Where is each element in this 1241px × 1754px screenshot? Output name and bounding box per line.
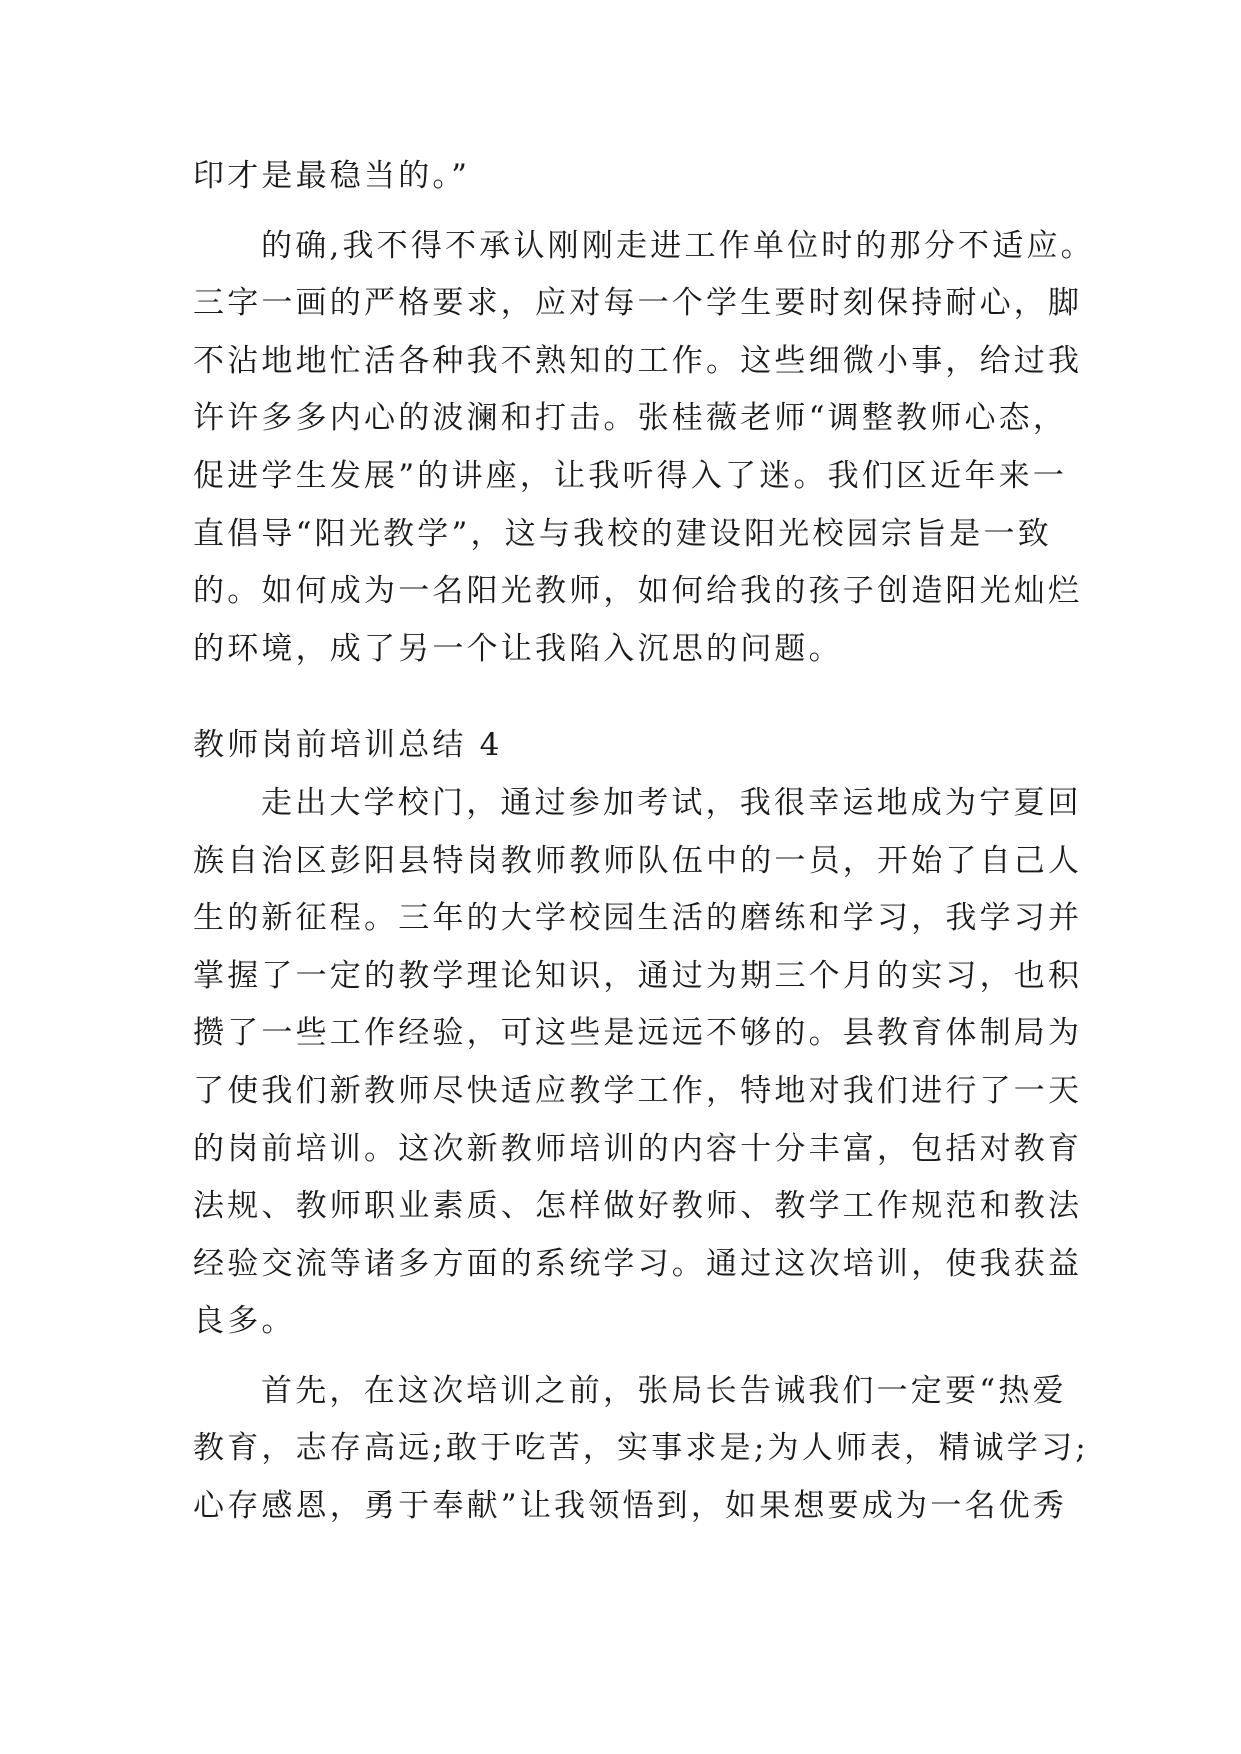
text-line: 印才是最稳当的。” <box>193 158 471 194</box>
text-line: 族自治区彭阳县特岗教师教师队伍中的一员，开始了自己人 <box>193 842 1083 879</box>
text-line: 直倡导“阳光教学”，这与我校的建设阳光校园宗旨是一致 <box>193 515 1052 552</box>
paragraph-1 <box>193 218 1095 679</box>
document-body <box>193 148 1095 1536</box>
text-line: 首先，在这次培训之前，张局长告诫我们一定要“热爱 <box>261 1372 1067 1409</box>
text-line: 不沾地地忙活各种我不熟知的工作。这些细微小事，给过我 <box>193 342 1083 379</box>
text-line: 心存感恩，勇于奉献”让我领悟到，如果想要成为一名优秀 <box>193 1488 1068 1525</box>
text-line: 攒了一些工作经验，可这些是远远不够的。县教育体制局为 <box>193 1015 1083 1052</box>
text-line: 的岗前培训。这次新教师培训的内容十分丰富，包括对教育 <box>193 1130 1083 1167</box>
text-line: 经验交流等诸多方面的系统学习。通过这次培训，使我获益 <box>193 1245 1083 1282</box>
text-line: 许许多多内心的波澜和打击。张桂薇老师“调整教师心态， <box>193 400 1068 437</box>
paragraph-3 <box>193 1363 1089 1536</box>
text-line: 的环境，成了另一个让我陷入沉思的问题。 <box>193 630 843 667</box>
text-line: 生的新征程。三年的大学校园生活的磨练和学习，我学习并 <box>193 900 1083 937</box>
text-line: 促进学生发展”的讲座，让我听得入了迷。我们区近年来一 <box>193 457 1068 494</box>
text-line: 教育，志存高远;敢于吃苦，实事求是;为人师表，精诚学习; <box>193 1430 1089 1467</box>
spacer <box>193 1351 1073 1363</box>
text-line: 的。如何成为一名阳光教师，如何给我的孩子创造阳光灿烂 <box>193 573 1083 610</box>
text-line: 良多。 <box>193 1303 296 1340</box>
text-line: 法规、教师职业素质、怎样做好教师、教学工作规范和教法 <box>193 1188 1083 1225</box>
text-line: 掌握了一定的教学理论知识，通过为期三个月的实习，也积 <box>193 957 1083 994</box>
spacer <box>193 678 1073 717</box>
paragraph-2 <box>193 775 1083 1351</box>
text-line: 三字一画的严格要求，应对每一个学生要时刻保持耐心，脚 <box>193 285 1083 322</box>
text-line: 走出大学校门，通过参加考试，我很幸运地成为宁夏回 <box>261 784 1082 821</box>
spacer <box>193 206 1073 218</box>
text-line: 了使我们新教师尽快适应教学工作，特地对我们进行了一天 <box>193 1072 1083 1109</box>
text-line: 的确,我不得不承认刚刚走进工作单位时的那分不适应。 <box>261 227 1095 264</box>
section-title: 教师岗前培训总结 4 <box>193 727 503 764</box>
